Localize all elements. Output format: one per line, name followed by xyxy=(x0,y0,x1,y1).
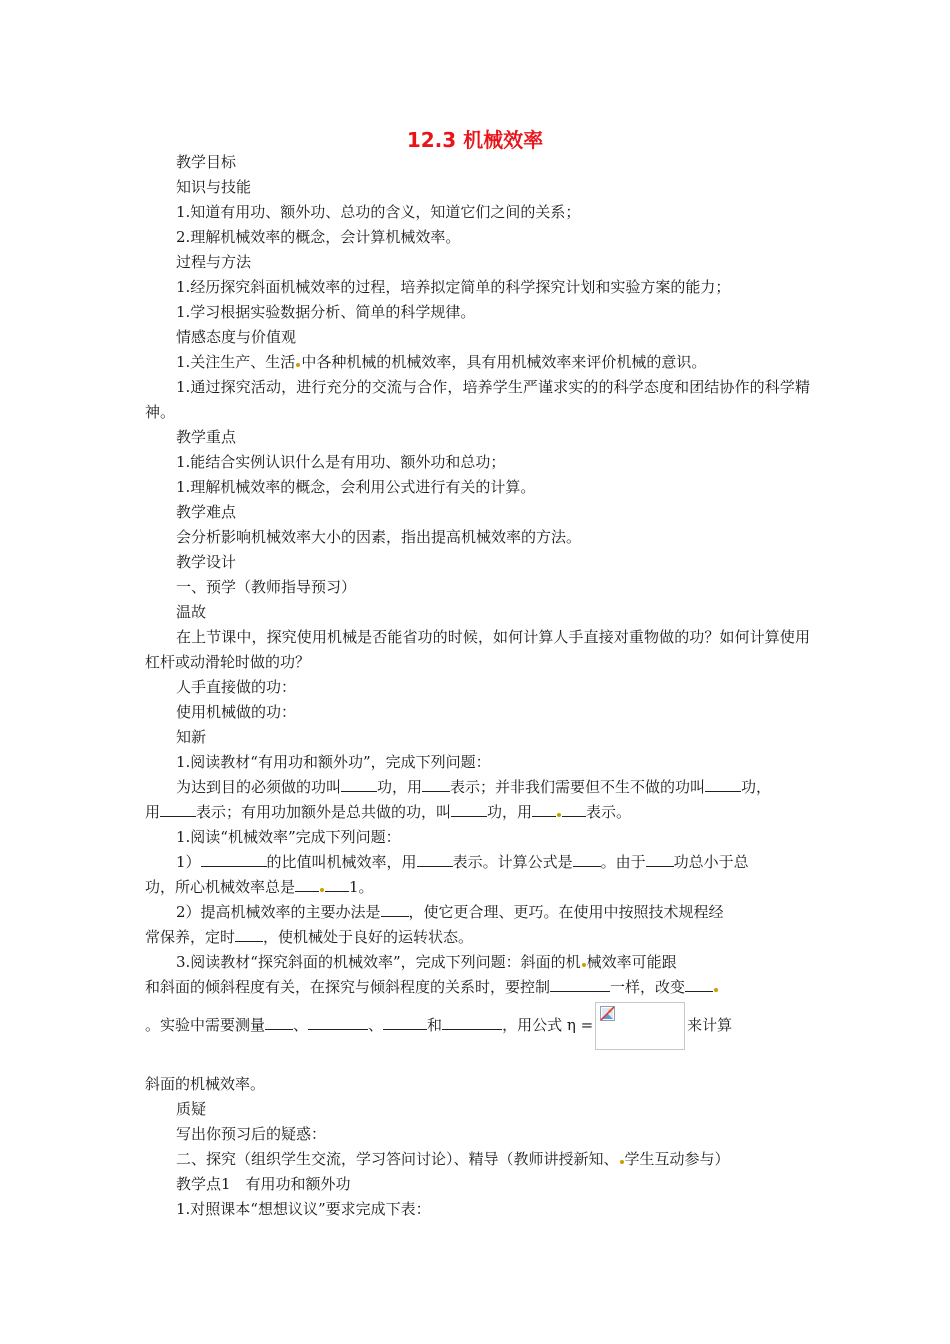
text-fragment: 、 xyxy=(368,1016,384,1034)
mark-dot xyxy=(582,963,586,967)
text-line: 1.对照课本“想想议议”要求完成下表： xyxy=(176,1200,431,1218)
heading-review: 温故 xyxy=(176,603,207,621)
mark-dot xyxy=(296,363,300,367)
mark-dot xyxy=(320,888,324,892)
blank-field[interactable] xyxy=(295,875,319,892)
text-fragment: 表示；有用功加额外是总共做的功，叫 xyxy=(196,803,452,821)
blank-field[interactable] xyxy=(383,1013,427,1030)
blank-field[interactable] xyxy=(417,850,453,867)
section-preview: 一、预学（教师指导预习） xyxy=(176,578,357,596)
text-fragment: 功， xyxy=(741,778,772,796)
blank-field[interactable] xyxy=(381,900,409,917)
fill-line xyxy=(145,775,810,800)
text-fragment: 常保养，定时 xyxy=(145,928,236,946)
text-fragment: 来计算 xyxy=(687,1016,733,1034)
text-fragment: 2）提高机械效率的主要办法是 xyxy=(176,903,381,921)
text-line: 1.经历探究斜面机械效率的过程，培养拟定简单的科学探究计划和实验方案的能力； xyxy=(176,278,731,296)
heading-questioning: 质疑 xyxy=(176,1100,207,1118)
text-line: 人手直接做的功： xyxy=(176,678,297,696)
blank-field[interactable] xyxy=(422,775,450,792)
blank-field[interactable] xyxy=(325,875,349,892)
blank-field[interactable] xyxy=(562,800,586,817)
mark-dot xyxy=(620,1160,624,1164)
text-line xyxy=(145,350,810,375)
text-fragment: 表示。计算公式是 xyxy=(452,853,573,871)
mark-dot xyxy=(714,988,718,992)
text-line: 写出你预习后的疑惑： xyxy=(176,1125,327,1143)
text-fragment: 1） xyxy=(176,853,201,871)
mark-dot xyxy=(557,813,561,817)
blank-field[interactable] xyxy=(442,1013,502,1030)
heading-attitude-values: 情感态度与价值观 xyxy=(176,328,297,346)
heading-teaching-point-1: 教学点1 有用功和额外功 xyxy=(176,1175,351,1193)
text-fragment: 1.关注生产、生活 xyxy=(176,353,296,371)
document-body xyxy=(145,150,810,1222)
text-fragment: 械效率可能跟 xyxy=(586,953,677,971)
text-paragraph: 1.通过探究活动，进行充分的交流与合作，培养学生严谨求实的的科学态度和团结协作的科学精神。 xyxy=(145,378,810,421)
blank-field[interactable] xyxy=(646,850,674,867)
text-line: 会分析影响机械效率大小的因素，指出提高机械效率的方法。 xyxy=(176,528,582,546)
text-line: 斜面的机械效率。 xyxy=(145,1075,266,1093)
text-line: 2.理解机械效率的概念，会计算机械效率。 xyxy=(176,228,461,246)
fill-line xyxy=(145,900,810,925)
text-fragment: 。实验中需要测量 xyxy=(145,1016,266,1034)
text-line: 1.学习根据实验数据分析、简单的科学规律。 xyxy=(176,303,476,321)
text-fragment: 功，所心机械效率总是 xyxy=(145,878,296,896)
text-fragment: 功，用 xyxy=(377,778,423,796)
formula-image-placeholder xyxy=(595,1002,685,1050)
text-fragment: 和 xyxy=(427,1016,443,1034)
heading-difficulties: 教学难点 xyxy=(176,503,237,521)
text-line: 1.阅读教材“有用功和额外功”，完成下列问题： xyxy=(176,753,491,771)
text-fragment: 学生互动参与） xyxy=(624,1150,730,1168)
text-fragment: 、 xyxy=(293,1016,309,1034)
text-line: 1.知道有用功、额外功、总功的含义，知道它们之间的关系； xyxy=(176,203,581,221)
blank-field[interactable] xyxy=(308,1013,368,1030)
text-fragment: 表示。 xyxy=(586,803,632,821)
blank-field[interactable] xyxy=(532,800,556,817)
text-fragment: 3.阅读教材“探究斜面的机械效率”，完成下列问题：斜面的机 xyxy=(176,953,581,971)
text-fragment: ，用公式 η = xyxy=(502,1016,594,1034)
fill-line xyxy=(145,800,810,825)
blank-field[interactable] xyxy=(160,800,196,817)
blank-field[interactable] xyxy=(451,800,487,817)
text-fragment: 表示；并非我们需要但不生不做的功叫 xyxy=(450,778,706,796)
heading-process-method: 过程与方法 xyxy=(176,253,252,271)
blank-field[interactable] xyxy=(685,975,713,992)
page-title: 12.3 机械效率 xyxy=(406,128,544,152)
text-fragment: ，使它更合理、更巧。在使用中按照技术规程经 xyxy=(408,903,724,921)
text-line: 使用机械做的功： xyxy=(176,703,297,721)
blank-field[interactable] xyxy=(705,775,741,792)
fill-line xyxy=(145,1000,810,1050)
heading-new-knowledge: 知新 xyxy=(176,728,207,746)
text-fragment: 中各种机械的机械效率，具有用机械效率来评价机械的意识。 xyxy=(301,353,707,371)
text-fragment: 为达到目的必须做的功叫 xyxy=(176,778,342,796)
heading-key-points: 教学重点 xyxy=(176,428,237,446)
blank-field[interactable] xyxy=(201,850,267,867)
text-fragment: ，使机械处于良好的运转状态。 xyxy=(263,928,474,946)
text-fragment: 功总小于总 xyxy=(673,853,749,871)
blank-field[interactable] xyxy=(265,1013,293,1030)
fill-line xyxy=(145,950,810,975)
fill-line xyxy=(145,975,810,1000)
text-line: 1.理解机械效率的概念，会利用公式进行有关的计算。 xyxy=(176,478,536,496)
text-fragment: 和斜面的倾斜程度有关，在探究与倾斜程度的关系时，要控制 xyxy=(145,978,551,996)
text-line: 1.能结合实例认识什么是有用功、额外功和总功； xyxy=(176,453,506,471)
heading-teaching-design: 教学设计 xyxy=(176,553,237,571)
blank-field[interactable] xyxy=(341,775,377,792)
heading-teaching-goals: 教学目标 xyxy=(176,153,237,171)
text-fragment: 的比值叫机械效率，用 xyxy=(266,853,417,871)
text-fragment: 功，用 xyxy=(487,803,533,821)
text-fragment: 1。 xyxy=(349,878,374,896)
blank-field[interactable] xyxy=(235,925,263,942)
broken-image-icon xyxy=(600,1006,615,1021)
text-line: 1.阅读“机械效率”完成下列问题： xyxy=(176,828,401,846)
heading-knowledge-skills: 知识与技能 xyxy=(176,178,252,196)
text-fragment: 。由于 xyxy=(600,853,646,871)
fill-line xyxy=(145,875,810,900)
blank-field[interactable] xyxy=(550,975,610,992)
section-explore xyxy=(145,1147,810,1172)
fill-line xyxy=(145,925,810,950)
text-fragment: 二、探究（组织学生交流，学习答问讨论）、精导（教师讲授新知、 xyxy=(176,1150,619,1168)
blank-field[interactable] xyxy=(573,850,601,867)
text-paragraph: 在上节课中，探究使用机械是否能省功的时候，如何计算人手直接对重物做的功？如何计算使用杠杆或动滑轮时做的功？ xyxy=(145,628,810,671)
text-fragment: 一样，改变 xyxy=(610,978,686,996)
text-fragment: 用 xyxy=(145,803,161,821)
fill-line xyxy=(145,850,810,875)
